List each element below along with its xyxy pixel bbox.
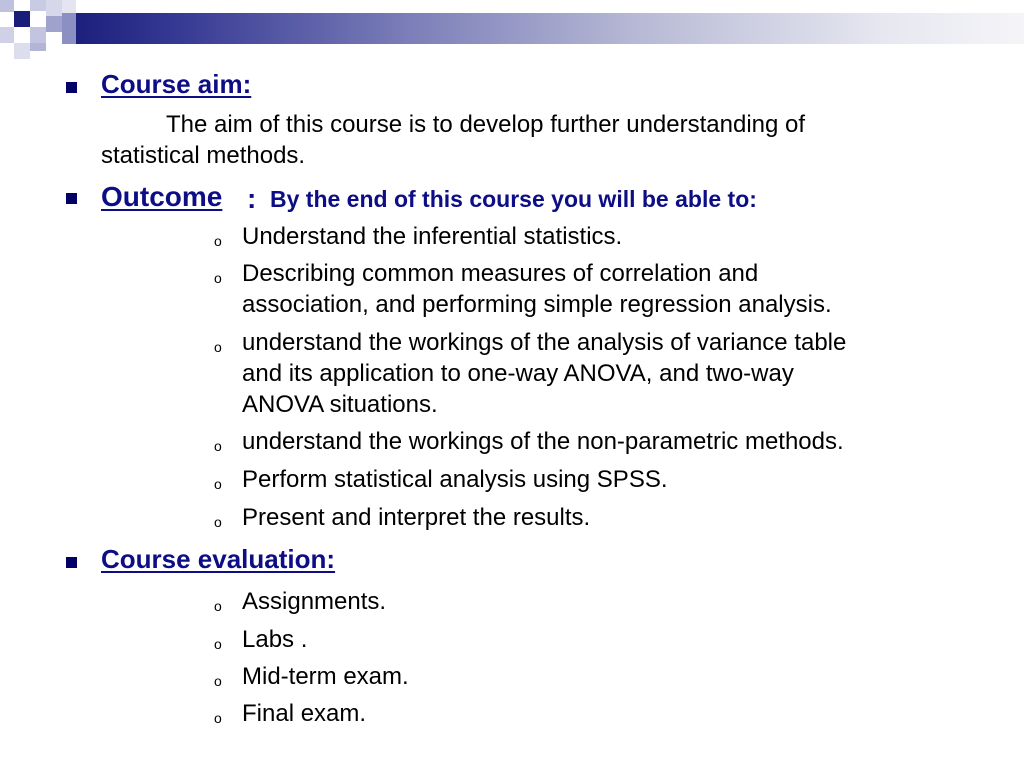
- decor-square: [62, 13, 76, 44]
- decor-square: [0, 0, 14, 12]
- bullet-square: [66, 193, 77, 204]
- decor-square: [46, 0, 62, 16]
- decor-square: [14, 43, 30, 59]
- sub-bullet-marker: o: [214, 233, 222, 249]
- decor-square: [0, 27, 14, 43]
- outcome-description: By the end of this course you will be able to:: [270, 186, 757, 212]
- course-aim-text-line2: statistical methods.: [101, 142, 306, 169]
- evaluation-item: Labs .: [242, 626, 308, 653]
- decor-square: [30, 0, 46, 11]
- outcome-item-line: Understand the inferential statistics.: [242, 223, 623, 250]
- decor-square: [14, 11, 30, 27]
- sub-bullet-marker: o: [214, 673, 222, 689]
- outcome-heading: Outcome: [101, 181, 223, 212]
- outcome-item-line: understand the workings of the analysis of variance table: [242, 329, 847, 356]
- sub-bullet-marker: o: [214, 514, 222, 530]
- outcome-item-line: understand the workings of the non-parametric methods.: [242, 428, 844, 455]
- bullet-square: [66, 557, 77, 568]
- evaluation-item: Assignments.: [242, 588, 387, 615]
- outcome-item-line: association, and performing simple regression analysis.: [242, 291, 832, 318]
- outcome-item-line: and its application to one-way ANOVA, and two-way: [242, 360, 794, 387]
- sub-bullet-marker: o: [214, 270, 222, 286]
- outcome-item-line: Describing common measures of correlation and: [242, 260, 759, 287]
- outcome-item-line: ANOVA situations.: [242, 391, 438, 418]
- course-evaluation-heading: Course evaluation:: [101, 544, 336, 574]
- header-decoration: [0, 0, 1024, 50]
- evaluation-item: Mid-term exam.: [242, 663, 409, 690]
- sub-bullet-marker: o: [214, 636, 222, 652]
- sub-bullet-marker: o: [214, 476, 222, 492]
- sub-bullet-marker: o: [214, 438, 222, 454]
- decor-square: [30, 27, 46, 43]
- outcome-item-line: Perform statistical analysis using SPSS.: [242, 466, 668, 493]
- decor-square: [30, 43, 46, 51]
- decor-square: [46, 16, 62, 32]
- course-aim-heading: Course aim:: [101, 69, 252, 99]
- decor-square: [62, 0, 76, 13]
- bullet-square: [66, 82, 77, 93]
- outcome-colon: :: [247, 183, 257, 214]
- evaluation-item: Final exam.: [242, 700, 367, 727]
- course-aim-text-line1: The aim of this course is to develop further understanding of: [166, 111, 806, 138]
- sub-bullet-marker: o: [214, 598, 222, 614]
- sub-bullet-marker: o: [214, 339, 222, 355]
- header-gradient-band: [76, 13, 1024, 44]
- sub-bullet-marker: o: [214, 710, 222, 726]
- outcome-item-line: Present and interpret the results.: [242, 504, 591, 531]
